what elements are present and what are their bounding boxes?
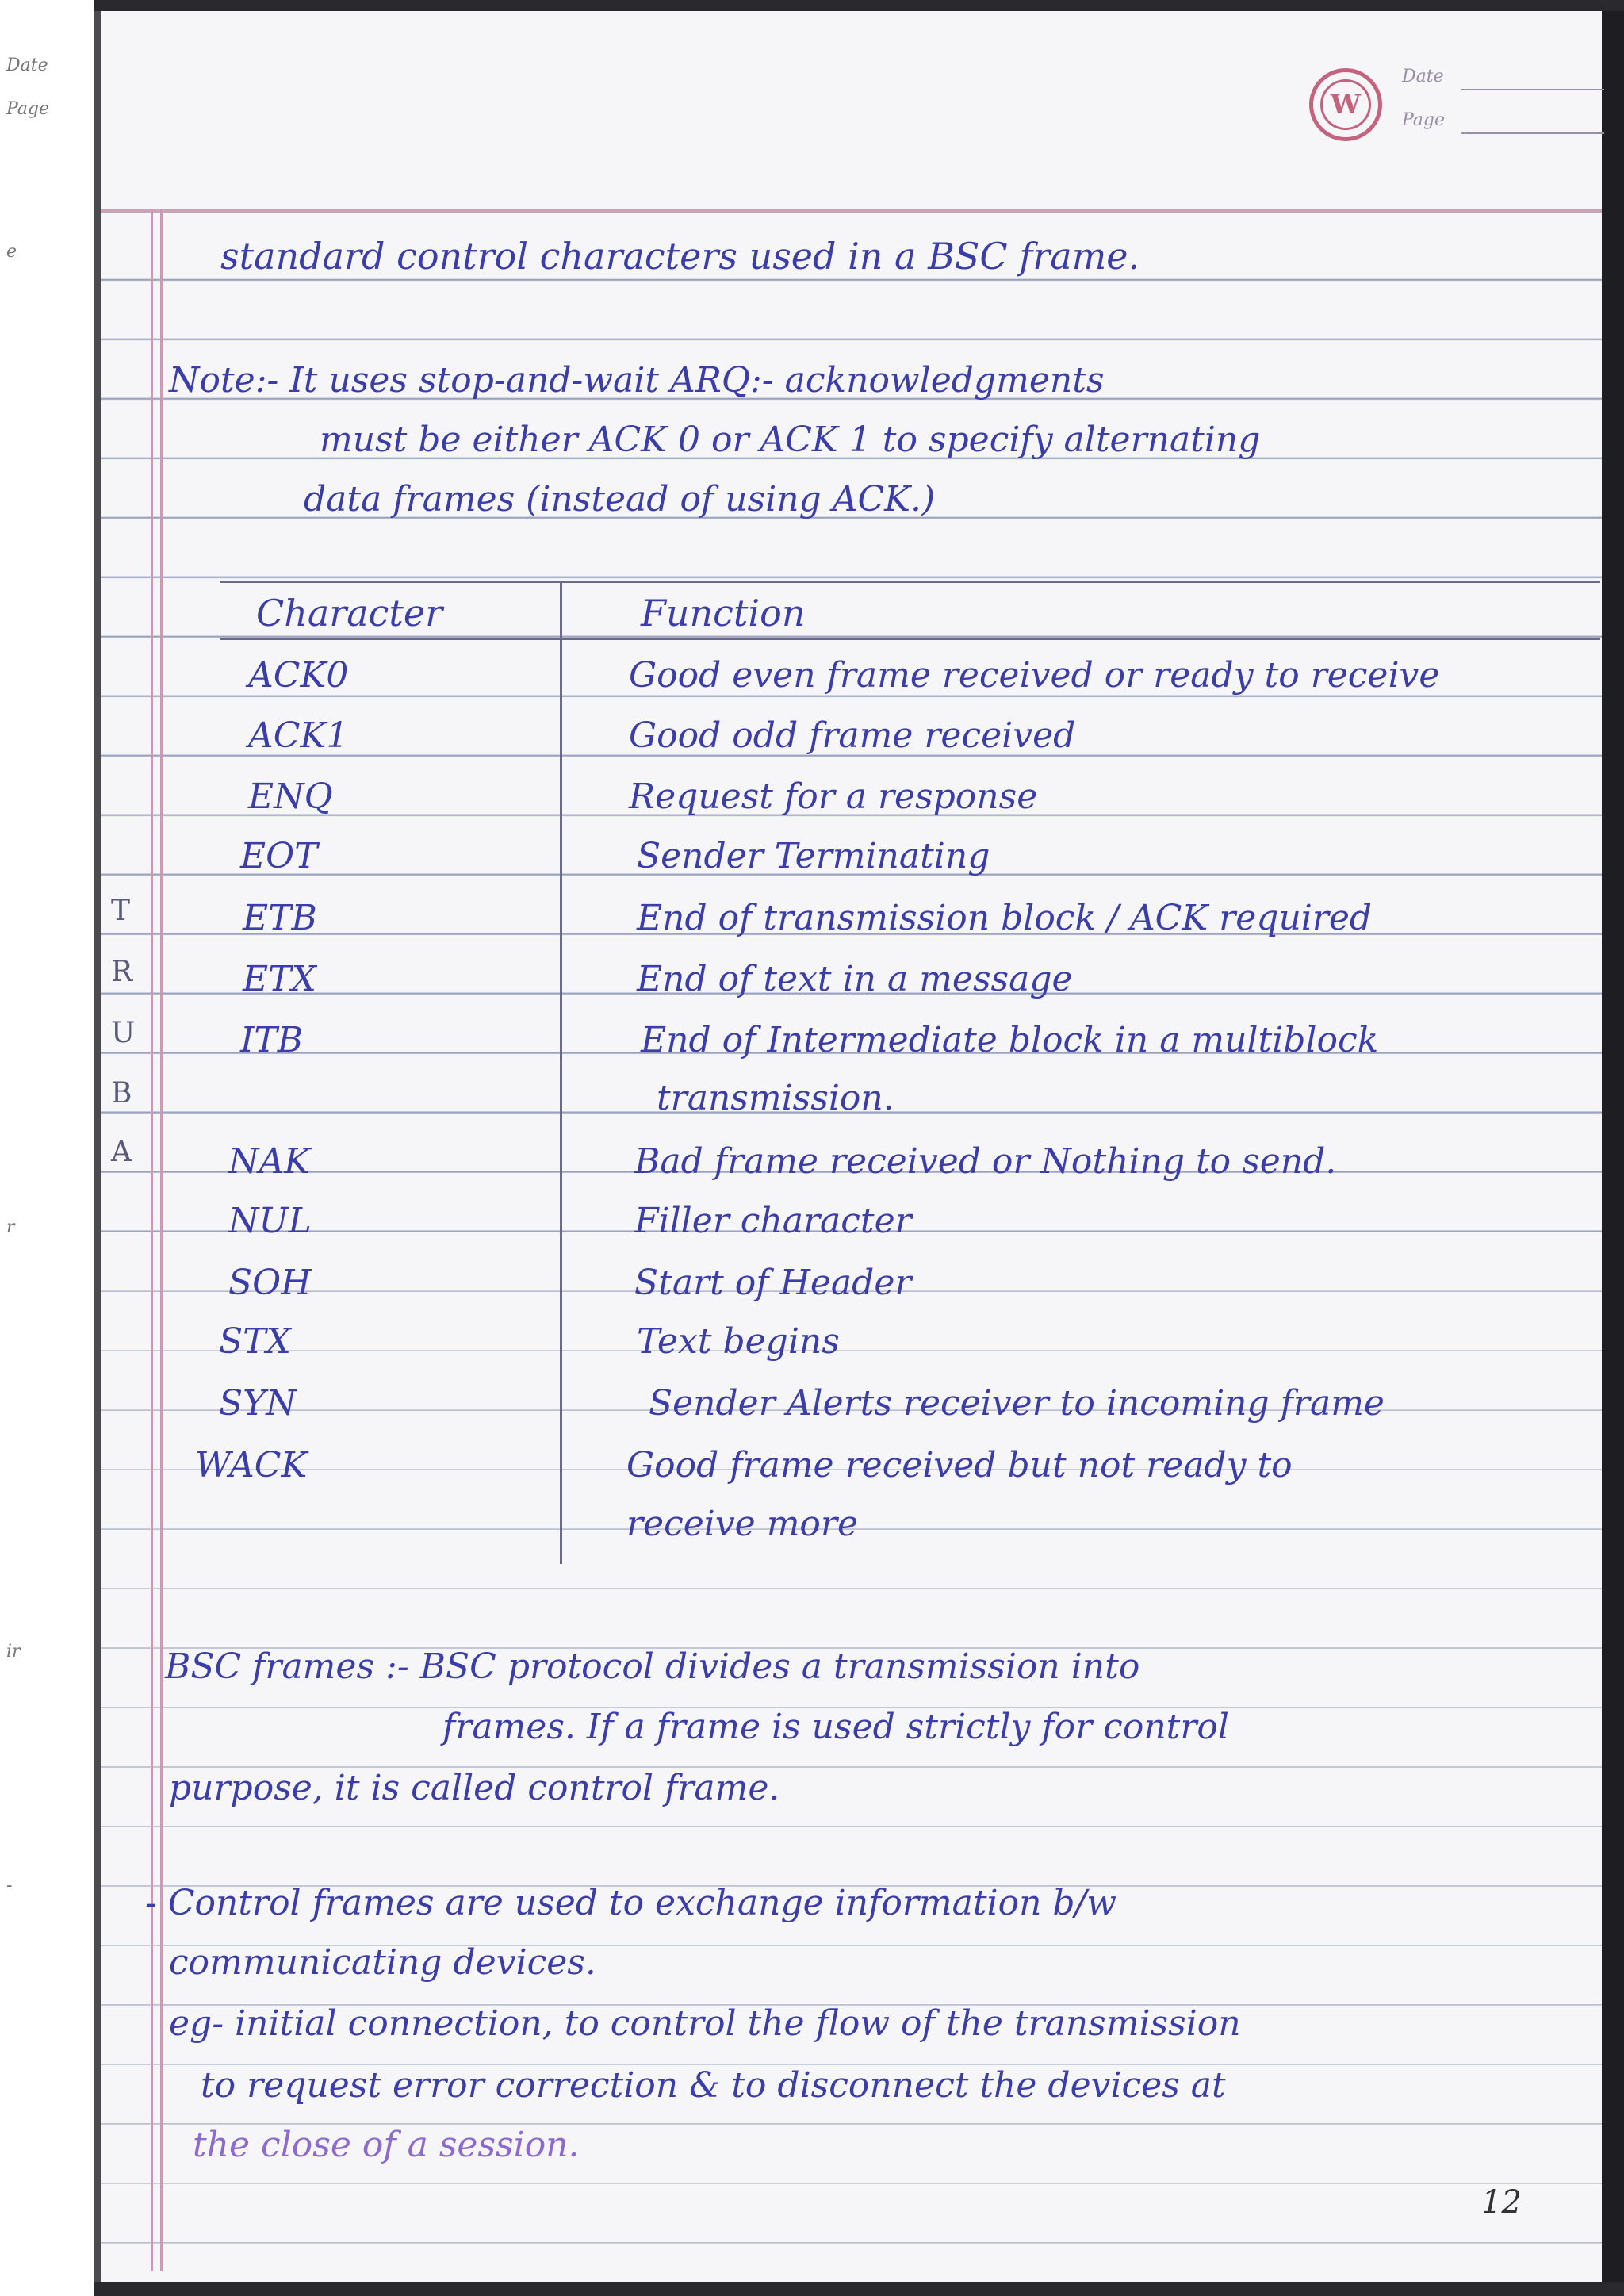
prev-page-mark: e xyxy=(6,242,17,262)
row-function: Sender Terminating xyxy=(637,836,990,876)
prev-page-mark: r xyxy=(6,1217,15,1237)
scan-bottom-edge xyxy=(94,2282,1624,2296)
table-header-character: Character xyxy=(256,592,443,634)
control-frames-line: - Control frames are used to exchange information b/w xyxy=(145,1883,1117,1923)
side-letter: U xyxy=(111,1017,136,1049)
control-frames-line: the close of a session. xyxy=(193,2125,580,2165)
note-line: Note:- It uses stop-and-wait ARQ:- acknowledgments xyxy=(169,360,1105,401)
note-line: data frames (instead of using ACK.) xyxy=(304,479,936,519)
side-letter: T xyxy=(111,895,131,927)
row-character: ETX xyxy=(243,959,316,999)
scan-top-edge xyxy=(94,0,1624,11)
scan-left-strip xyxy=(0,0,95,2296)
row-function: Request for a response xyxy=(629,776,1038,817)
bsc-frames-line: purpose, it is called control frame. xyxy=(169,1768,780,1808)
brand-logo xyxy=(1309,68,1382,141)
row-character: ACK1 xyxy=(248,715,349,756)
table-column-divider xyxy=(560,581,562,1564)
notebook-page xyxy=(102,11,1602,2282)
margin-line xyxy=(160,209,163,2271)
table-header-rule xyxy=(220,638,1600,640)
row-character: SOH xyxy=(228,1263,312,1303)
row-character: ETB xyxy=(243,898,317,938)
row-function: Sender Alerts receiver to incoming frame xyxy=(649,1383,1385,1424)
prev-page-date: Date xyxy=(6,56,48,75)
row-function: receive more xyxy=(626,1504,858,1544)
control-frames-line: communicating devices. xyxy=(169,1942,596,1983)
row-character: ACK0 xyxy=(248,655,349,696)
side-letter: R xyxy=(111,956,133,988)
table-top-rule xyxy=(220,581,1600,583)
row-function: End of Intermediate block in a multiblock xyxy=(641,1020,1379,1060)
note-line: must be either ACK 0 or ACK 1 to specify alternating xyxy=(320,420,1261,460)
row-function: Start of Header xyxy=(634,1263,912,1303)
row-function: End of transmission block / ACK required xyxy=(637,898,1373,938)
row-character: WACK xyxy=(195,1445,308,1485)
page-number: 12 xyxy=(1481,2184,1522,2221)
row-character: STX xyxy=(219,1321,291,1362)
row-character: EOT xyxy=(240,836,318,876)
prev-page-mark: - xyxy=(6,1876,13,1895)
side-letter: A xyxy=(111,1136,132,1168)
row-character: NAK xyxy=(228,1141,311,1182)
control-frames-line: eg- initial connection, to control the flow of the transmission xyxy=(169,2003,1241,2044)
row-character: ITB xyxy=(240,1020,304,1060)
row-function: Text begins xyxy=(637,1321,840,1362)
header-rule xyxy=(102,209,1602,213)
row-function: End of text in a message xyxy=(637,959,1073,999)
table-header-function: Function xyxy=(641,592,806,634)
row-function: Good frame received but not ready to xyxy=(626,1445,1293,1485)
row-function: Filler character xyxy=(634,1201,912,1241)
control-frames-line: to request error correction & to disconnect the devices at xyxy=(201,2065,1226,2106)
bsc-frames-line: BSC frames :- BSC protocol divides a transmission into xyxy=(165,1646,1140,1687)
bsc-frames-line: frames. If a frame is used strictly for control xyxy=(442,1707,1229,1747)
page-label: Page xyxy=(1402,110,1446,130)
notebook-spine xyxy=(94,0,102,2296)
prev-page-page: Page xyxy=(6,99,50,119)
logo-mark: W xyxy=(1320,79,1371,130)
row-character: ENQ xyxy=(248,776,333,817)
date-label: Date xyxy=(1402,67,1444,86)
page-title: standard control characters used in a BSC frame. xyxy=(220,235,1140,278)
row-function: transmission. xyxy=(657,1078,894,1118)
scan-right-edge xyxy=(1602,0,1624,2296)
side-letter: B xyxy=(111,1077,132,1110)
row-character: NUL xyxy=(228,1201,312,1241)
row-function: Good odd frame received xyxy=(629,715,1076,756)
margin-line xyxy=(151,209,153,2271)
prev-page-mark: ir xyxy=(6,1642,21,1662)
row-function: Good even frame received or ready to receive xyxy=(629,655,1440,696)
row-function: Bad frame received or Nothing to send. xyxy=(634,1141,1337,1182)
row-character: SYN xyxy=(219,1383,297,1424)
